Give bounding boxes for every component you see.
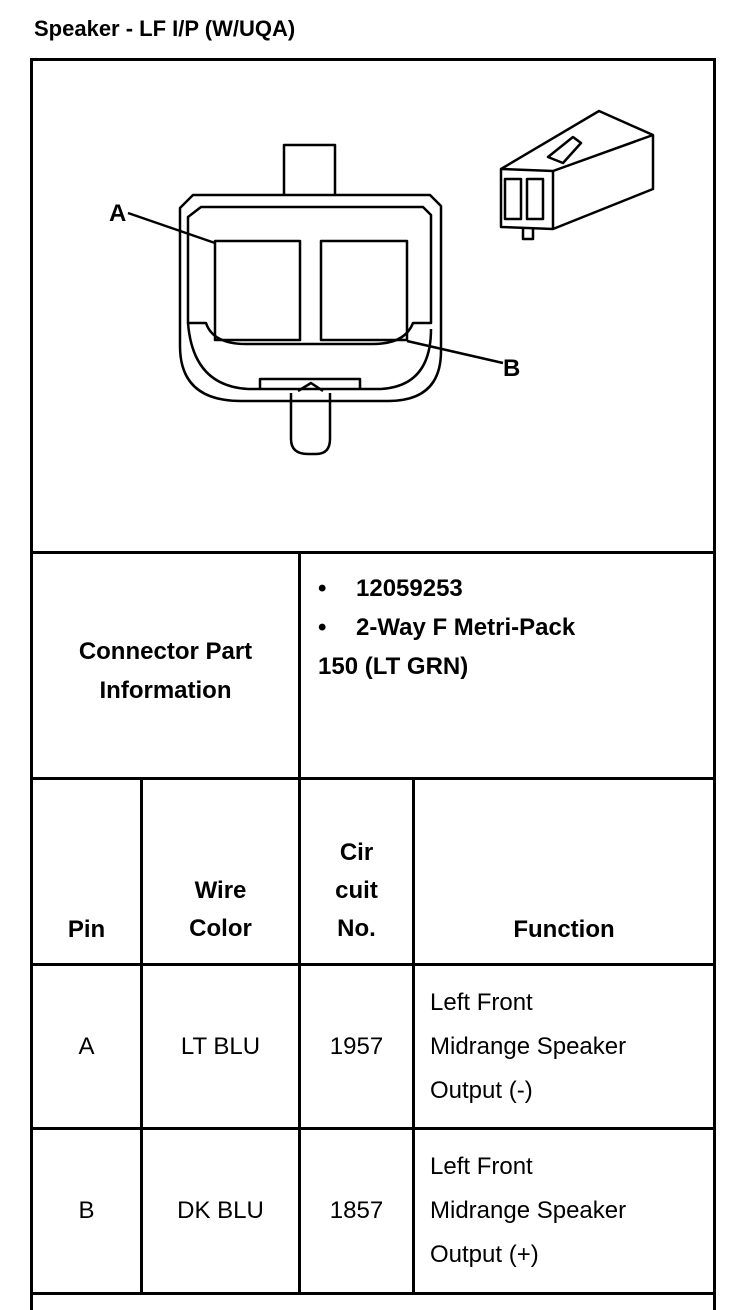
connector-info-label: Connector Part Information — [78, 638, 253, 704]
header-function: Function — [513, 916, 615, 943]
page-title: Speaker - LF I/P (W/UQA) — [34, 16, 296, 41]
row-b-circuit: 1857 — [329, 1197, 384, 1224]
header-pin: Pin — [67, 916, 106, 943]
divider-info — [30, 777, 716, 780]
pin-a-callout: A — [109, 200, 127, 227]
divider-row-a — [30, 1127, 716, 1130]
connector-part-number: • 12059253 — [318, 575, 463, 602]
row-a-function: Left Front Midrange Speaker Output (-) — [430, 989, 627, 1104]
divider-header — [30, 963, 716, 966]
connector-diagram — [33, 61, 713, 551]
header-wire-color: Wire Color — [189, 877, 252, 942]
divider-col-3 — [412, 777, 415, 1292]
row-b-function: Left Front Midrange Speaker Output (+) — [430, 1153, 627, 1268]
header-circuit-no: Cir cuit No. — [335, 839, 378, 942]
row-b-wire-color: DK BLU — [177, 1197, 264, 1224]
connector-type-continuation: 150 (LT GRN) — [318, 653, 469, 680]
divider-info-col — [298, 551, 301, 777]
connector-3d-view — [501, 111, 653, 239]
divider-diagram — [30, 551, 716, 554]
row-a-circuit: 1957 — [329, 1033, 384, 1060]
connector-top-tab — [284, 145, 335, 195]
divider-row-b — [30, 1292, 716, 1295]
row-a-wire-color: LT BLU — [180, 1033, 261, 1060]
connector-body-outer — [180, 195, 441, 401]
row-a-pin: A — [78, 1033, 95, 1060]
connector-type: • 2-Way F Metri-Pack — [318, 614, 576, 641]
row-b-pin: B — [78, 1197, 95, 1224]
pin-b-callout: B — [503, 355, 521, 382]
